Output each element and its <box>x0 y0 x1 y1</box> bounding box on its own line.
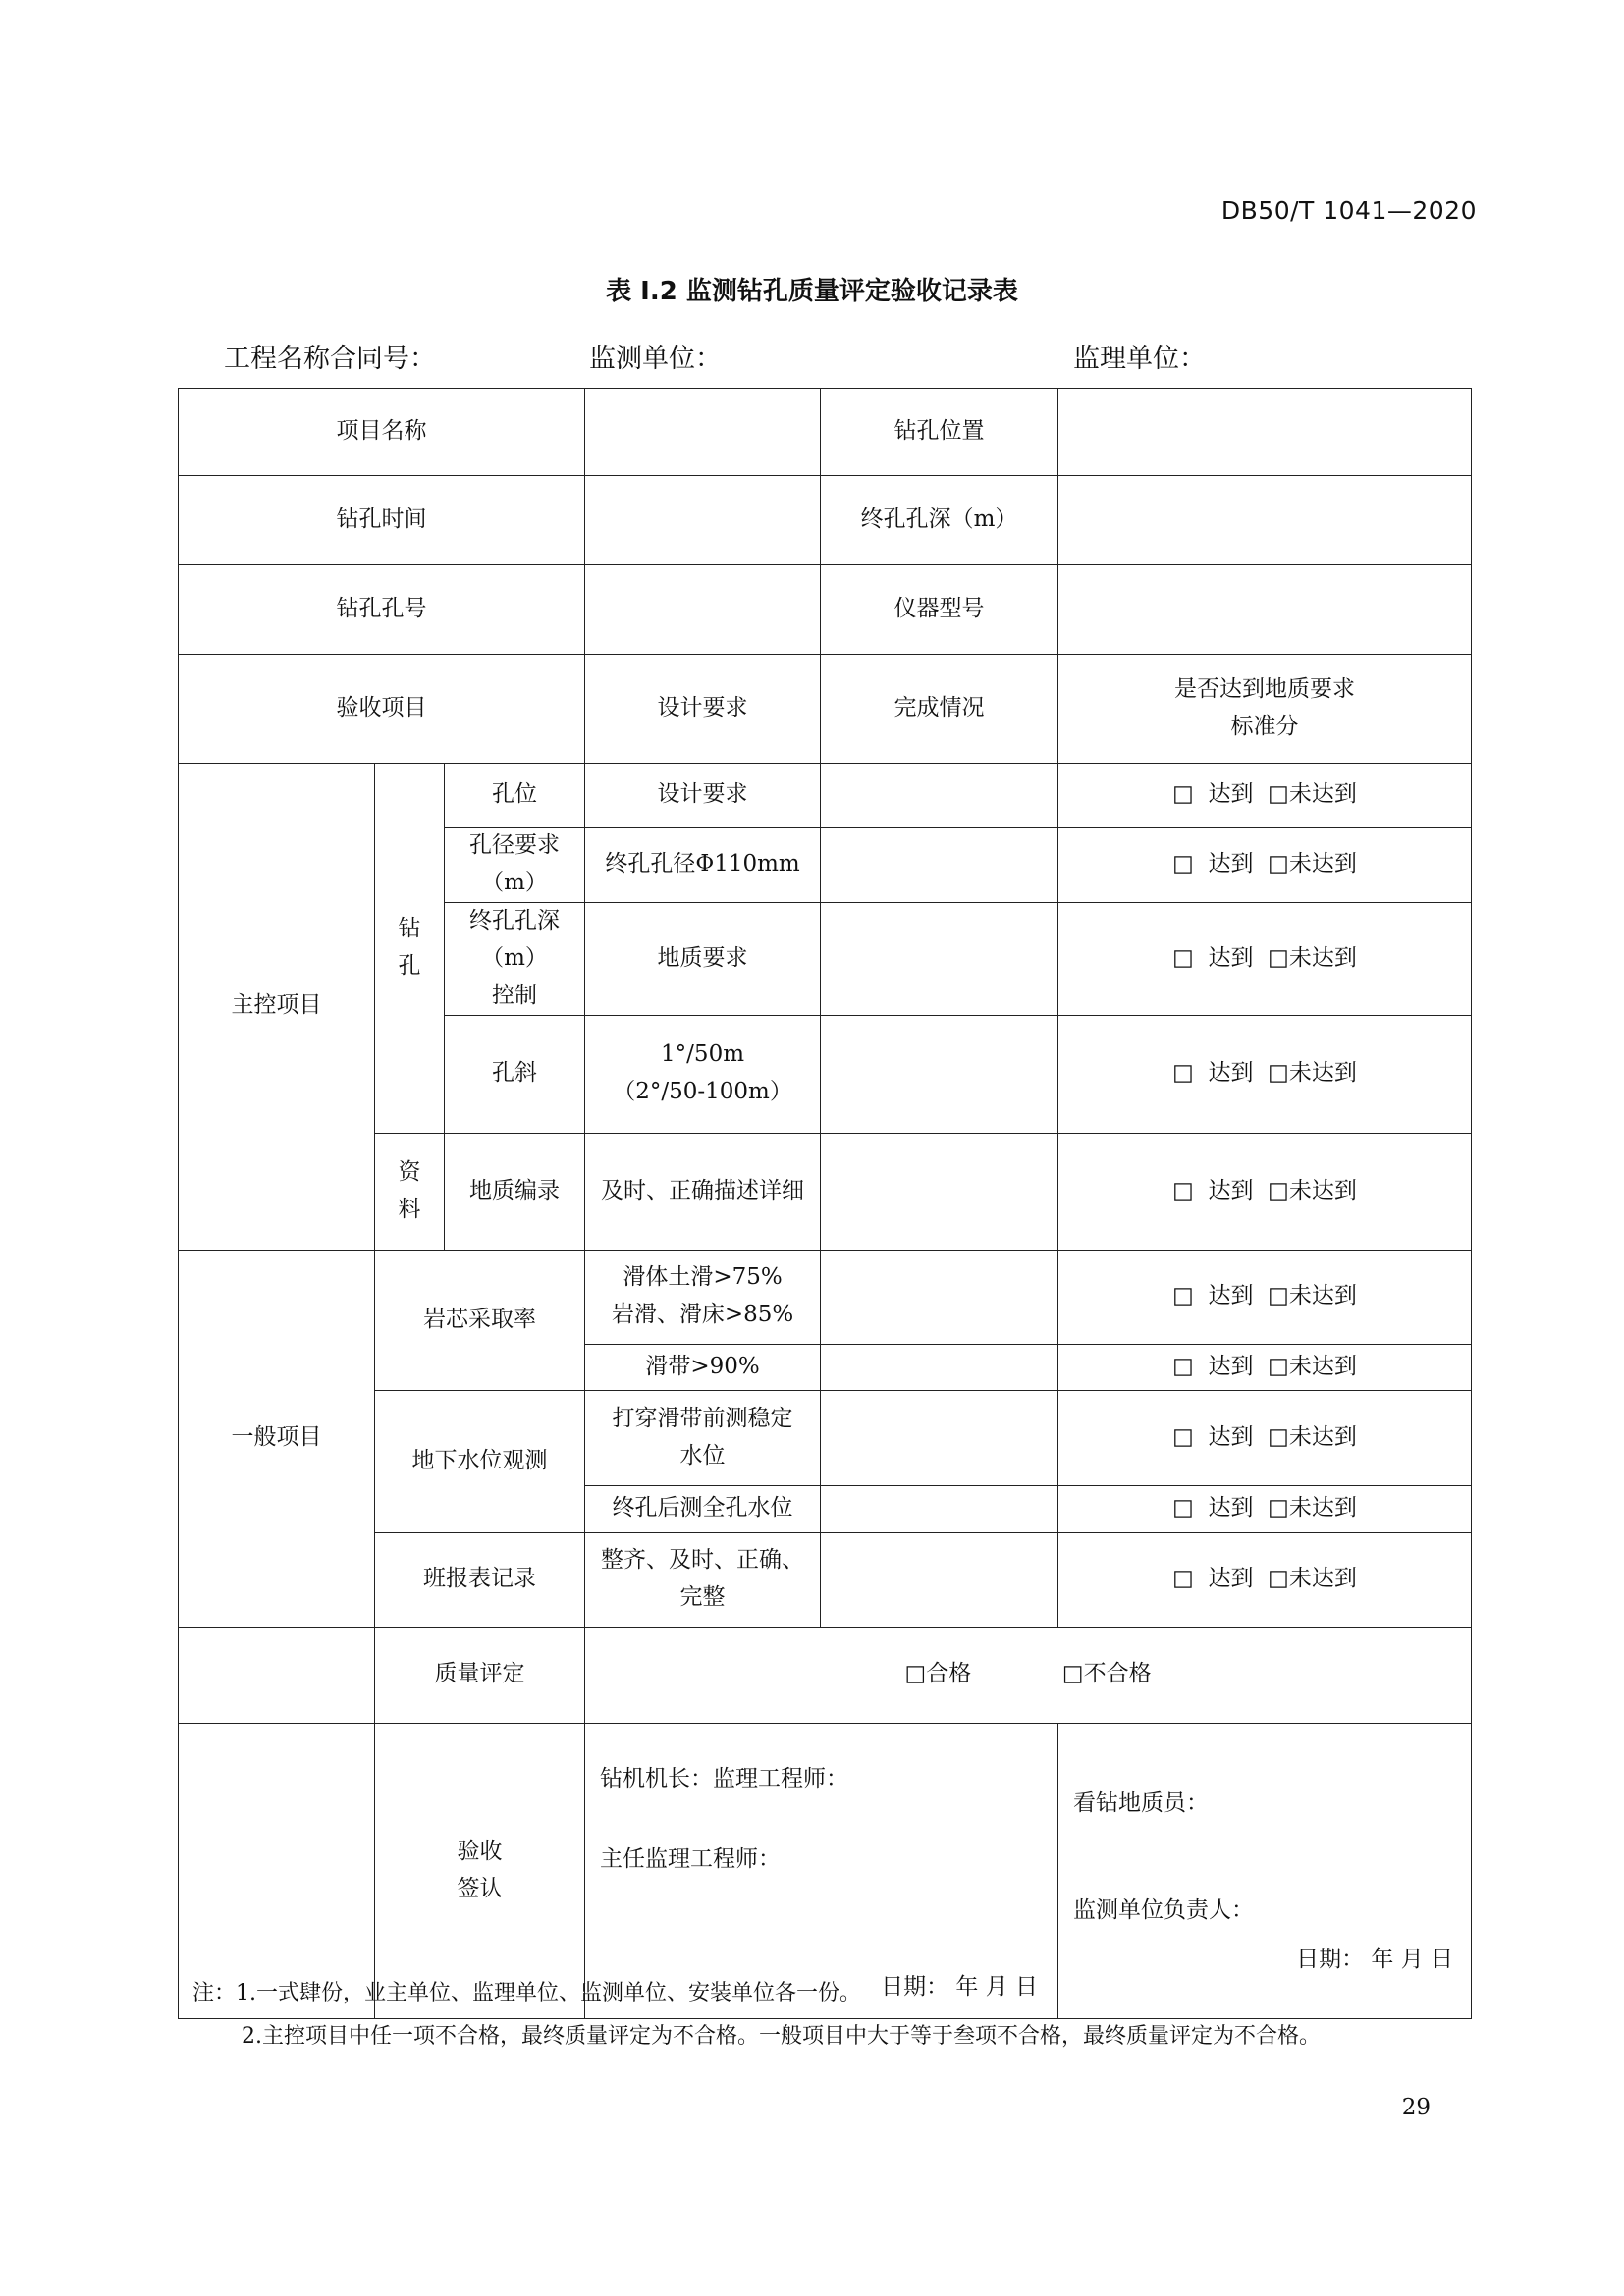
data-group-label <box>375 1133 445 1250</box>
item-check[interactable]: □ 达到 □未达到 <box>1058 1344 1472 1390</box>
item-check[interactable]: □ 达到 □未达到 <box>1058 1485 1472 1532</box>
fail-checkbox[interactable]: □不合格 <box>1061 1661 1152 1687</box>
item-req: 及时、正确描述详细 <box>585 1133 821 1250</box>
core-rate-label: 岩芯采取率 <box>375 1250 585 1390</box>
item-name: 孔斜 <box>445 1015 585 1133</box>
item-req-line1: 整齐、及时、正确、 <box>601 1547 805 1574</box>
item-req-line2: 完整 <box>679 1584 726 1611</box>
table-row <box>179 476 1472 565</box>
table-row <box>179 655 1472 764</box>
item-req-line2: 岩滑、滑床>85% <box>611 1302 794 1328</box>
item-req-line2: （2°/50-100m） <box>613 1079 792 1105</box>
data-group-char1: 资 <box>398 1158 421 1185</box>
item-req <box>585 1015 821 1133</box>
item-check[interactable]: □ 达到 □未达到 <box>1058 1250 1472 1344</box>
item-completion[interactable] <box>821 1015 1058 1133</box>
signature-right-block[interactable] <box>1058 1723 1472 2018</box>
chief-supervisor-label: 主任监理工程师： <box>600 1845 782 1872</box>
drill-captain-supervisor-label: 钻机机长：监理工程师： <box>600 1765 849 1791</box>
item-name-line1: 终孔孔深（m） <box>469 907 561 971</box>
note-1: 注：1.一式肆份，业主单位、监理单位、监测单位、安装单位各一份。 <box>192 1981 861 2005</box>
item-completion[interactable] <box>821 902 1058 1015</box>
geo-standard-line1: 是否达到地质要求 <box>1174 676 1356 703</box>
item-completion[interactable] <box>821 1485 1058 1532</box>
project-contract-label: 工程名称合同号： <box>224 344 436 374</box>
data-group-char2: 料 <box>398 1196 421 1222</box>
acceptance-record-table <box>178 388 1472 2019</box>
pass-checkbox[interactable]: □合格 <box>904 1661 972 1687</box>
water-level-label: 地下水位观测 <box>375 1390 585 1532</box>
item-check[interactable]: □ 达到 □未达到 <box>1058 1532 1472 1627</box>
signature-label-line1: 验收 <box>457 1838 503 1864</box>
item-name: 孔位 <box>445 764 585 828</box>
item-completion[interactable] <box>821 764 1058 828</box>
item-check[interactable]: □ 达到 □未达到 <box>1058 764 1472 828</box>
instrument-label: 仪器型号 <box>821 565 1058 655</box>
item-completion[interactable] <box>821 1250 1058 1344</box>
note-2: 2.主控项目中任一项不合格，最终质量评定为不合格。一般项目中大于等于叁项不合格，最终质量评定为不合格。 <box>242 2024 1321 2049</box>
item-name: 孔径要求（m） <box>445 828 585 903</box>
item-check[interactable]: □ 达到 □未达到 <box>1058 828 1472 903</box>
shift-report-label: 班报表记录 <box>375 1532 585 1627</box>
drill-no-label: 钻孔孔号 <box>179 565 585 655</box>
monitor-head-label: 监测单位负责人： <box>1073 1896 1255 1923</box>
item-check[interactable]: □ 达到 □未达到 <box>1058 902 1472 1015</box>
item-check[interactable]: □ 达到 □未达到 <box>1058 1133 1472 1250</box>
table-row <box>179 389 1472 476</box>
item-name: 地质编录 <box>445 1133 585 1250</box>
item-completion[interactable] <box>821 1532 1058 1627</box>
instrument-value[interactable] <box>1058 565 1472 655</box>
drill-group-char2: 孔 <box>398 952 421 979</box>
item-req-line1: 滑体土滑>75% <box>623 1264 783 1291</box>
drill-group-char1: 钻 <box>398 915 421 941</box>
general-label: 一般项目 <box>179 1250 375 1627</box>
item-req-line1: 1°/50m <box>661 1041 745 1068</box>
table-row <box>179 1250 1472 1344</box>
left-date-label: 日期： 年 月 日 <box>881 1973 1039 2000</box>
item-completion[interactable] <box>821 1133 1058 1250</box>
main-control-label: 主控项目 <box>179 764 375 1251</box>
table-title: 表 I.2 监测钻孔质量评定验收记录表 <box>606 277 1018 306</box>
table-row <box>179 764 1472 828</box>
item-req-line1: 打穿滑带前测稳定 <box>612 1405 793 1431</box>
project-name-label: 项目名称 <box>179 389 585 476</box>
page-number: 29 <box>1401 2095 1431 2120</box>
drill-time-value[interactable] <box>585 476 821 565</box>
drill-no-value[interactable] <box>585 565 821 655</box>
signature-label <box>375 1723 585 2018</box>
geologist-label: 看钻地质员： <box>1073 1789 1210 1816</box>
item-req <box>585 1250 821 1344</box>
item-check[interactable]: □ 达到 □未达到 <box>1058 1390 1472 1485</box>
item-req <box>585 1390 821 1485</box>
item-req: 设计要求 <box>585 764 821 828</box>
final-depth-label: 终孔孔深（m） <box>821 476 1058 565</box>
item-completion[interactable] <box>821 1390 1058 1485</box>
item-req: 地质要求 <box>585 902 821 1015</box>
info-row <box>0 337 1624 376</box>
signature-blank <box>179 1723 375 2018</box>
geo-standard-line2: 标准分 <box>1230 714 1299 739</box>
item-req <box>585 1532 821 1627</box>
signature-label-line2: 签认 <box>457 1875 503 1901</box>
supervisor-unit-label: 监理单位： <box>1073 344 1206 374</box>
accept-item-header: 验收项目 <box>179 655 585 764</box>
item-completion[interactable] <box>821 828 1058 903</box>
project-name-value[interactable] <box>585 389 821 476</box>
signature-left-block[interactable] <box>585 1723 1058 2018</box>
standard-code: DB50/T 1041—2020 <box>1220 196 1477 225</box>
quality-options <box>585 1627 1472 1723</box>
drill-position-value[interactable] <box>1058 389 1472 476</box>
item-req: 终孔孔径Φ110mm <box>585 828 821 903</box>
right-date-label: 日期： 年 月 日 <box>1296 1946 1454 1972</box>
geo-standard-header <box>1058 655 1472 764</box>
design-req-header: 设计要求 <box>585 655 821 764</box>
quality-label: 质量评定 <box>375 1627 585 1723</box>
drill-time-label: 钻孔时间 <box>179 476 585 565</box>
item-completion[interactable] <box>821 1344 1058 1390</box>
drill-group-label <box>375 764 445 1134</box>
item-name-line2: 控制 <box>492 982 538 1008</box>
item-name <box>445 902 585 1015</box>
final-depth-value[interactable] <box>1058 476 1472 565</box>
item-req-line2: 水位 <box>679 1442 726 1468</box>
table-row <box>179 1723 1472 2018</box>
table-row <box>179 565 1472 655</box>
completion-header: 完成情况 <box>821 655 1058 764</box>
table-row <box>179 1627 1472 1723</box>
item-req: 终孔后测全孔水位 <box>585 1485 821 1532</box>
item-req: 滑带>90% <box>585 1344 821 1390</box>
quality-blank <box>179 1627 375 1723</box>
item-check[interactable]: □ 达到 □未达到 <box>1058 1015 1472 1133</box>
drill-position-label: 钻孔位置 <box>821 389 1058 476</box>
monitor-unit-label: 监测单位： <box>589 344 722 374</box>
